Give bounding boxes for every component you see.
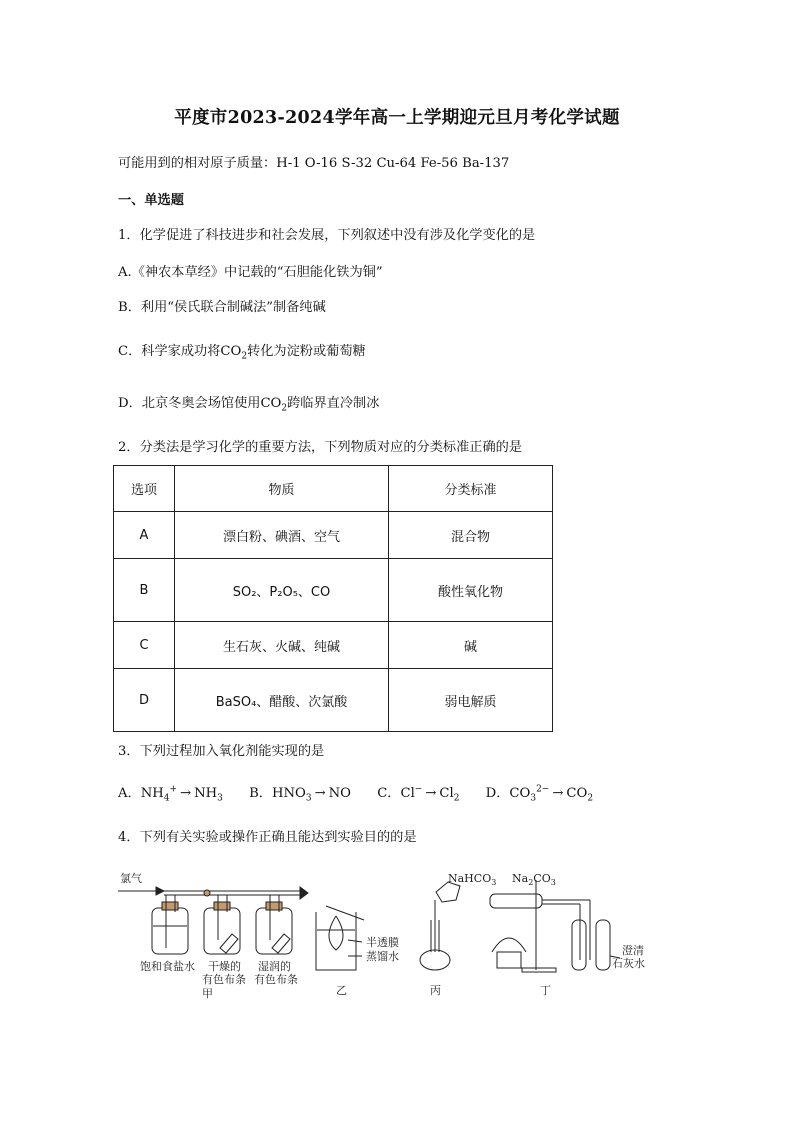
table-cell-standard: 酸性氧化物: [389, 559, 553, 622]
q3-d-left: CO: [509, 786, 531, 801]
outer-tube: [490, 894, 542, 908]
table-cell-substance: 生石灰、火碱、纯碱: [175, 622, 389, 669]
bottle: [256, 908, 292, 954]
q3-b-left-sub: 3: [305, 793, 312, 804]
q1-option-a: A.《神农本草经》中记载的“石胆能化铁为铜”: [118, 265, 383, 280]
q1-option-b: B．利用“侯氏联合制碱法”制备纯碱: [118, 300, 326, 315]
table-cell-substance: BaSO₄、醋酸、次氯酸: [175, 669, 389, 732]
experiment-figures: [112, 860, 652, 1010]
atomic-mass-line: 可能用到的相对原子质量：H-1 O-16 S-32 Cu-64 Fe-56 Ba-137: [118, 156, 510, 171]
q3-option-d: [485, 784, 594, 804]
q1-stem: 1．化学促进了科技进步和社会发展，下列叙述中没有涉及化学变化的是: [118, 228, 536, 243]
stopper: [266, 902, 282, 910]
table-row: [114, 559, 553, 622]
q3-d-right-sub: 2: [587, 793, 594, 804]
q3-c-label: C．: [377, 786, 401, 801]
table-cell-option: D: [114, 669, 175, 732]
q3-b-left: HNO: [271, 786, 306, 801]
stopper: [214, 902, 230, 910]
q3-b-right: NO: [328, 786, 351, 801]
fig-label-clear-2: 石灰水: [612, 957, 645, 970]
table-header-cell: 分类标准: [389, 466, 553, 512]
membrane-bag: [329, 916, 343, 950]
arrow-icon: →: [425, 786, 437, 801]
table-cell-standard: 弱电解质: [389, 669, 553, 732]
fig-label-dry-1: 干燥的: [208, 960, 241, 973]
q3-b-label: B．: [249, 786, 272, 801]
classification-table: [113, 465, 553, 732]
q1-c-sub: 2: [241, 351, 248, 362]
fig-label-na2co3: $Na_2CO_3$: [512, 872, 556, 887]
q3-option-c: [377, 784, 460, 804]
table-row: [114, 622, 553, 669]
fig-label-membrane: 半透膜: [366, 936, 399, 949]
section-heading: 一、单选题: [118, 193, 184, 208]
lamp-base: [497, 952, 521, 968]
q1-c-post: 转化为淀粉或葡萄糖: [247, 344, 366, 359]
joint: [204, 890, 210, 896]
q3-c-left: Cl: [400, 786, 415, 801]
fig-caption-jia: 甲: [202, 987, 213, 1000]
fig-label-wet-1: 湿润的: [258, 960, 291, 973]
table-cell-standard: 碱: [389, 622, 553, 669]
q3-c-right-sub: 2: [453, 793, 460, 804]
q3-option-a: [118, 784, 223, 804]
table-header-row: [114, 466, 553, 512]
glass-rod: [326, 906, 364, 920]
table-row: [114, 512, 553, 559]
fig-caption-ding: 丁: [540, 984, 551, 997]
fig-caption-yi: 乙: [336, 984, 347, 997]
arrow-icon: →: [552, 786, 564, 801]
table-header-cell: 物质: [175, 466, 389, 512]
bottle: [204, 908, 240, 954]
q2-stem: 2．分类法是学习化学的重要方法，下列物质对应的分类标准正确的是: [118, 440, 523, 455]
fig-label-chlorine: 氯气: [120, 872, 142, 885]
fig-label-dry-2: 有色布条: [202, 973, 246, 986]
alcohol-lamp: [492, 938, 526, 952]
q3-d-left-sup: 2−: [536, 784, 550, 795]
table-cell-option: A: [114, 512, 175, 559]
q3-a-right: NH: [194, 786, 218, 801]
q3-c-right: Cl: [439, 786, 454, 801]
q3-stem: 3．下列过程加入氧化剂能实现的是: [118, 744, 325, 759]
arrow-head-icon: [300, 887, 308, 899]
q1-d-pre: D．北京冬奥会场馆使用CO: [118, 396, 282, 411]
table-cell-substance: 漂白粉、碘酒、空气: [175, 512, 389, 559]
arrow-icon: →: [314, 786, 326, 801]
q1-c-pre: C．科学家成功将CO: [118, 344, 242, 359]
table-cell-substance: SO₂、P₂O₅、CO: [175, 559, 389, 622]
q4-stem: 4．下列有关实验或操作正确且能达到实验目的的是: [118, 830, 417, 845]
q3-a-left: NH: [140, 786, 164, 801]
table-cell-standard: 混合物: [389, 512, 553, 559]
q3-option-b: [249, 786, 351, 804]
q3-a-left-sub: 4: [163, 793, 170, 804]
q3-c-left-sup: −: [414, 784, 423, 795]
stand-base: [522, 968, 556, 972]
q3-d-left-sub: 3: [530, 793, 537, 804]
q3-options: [118, 782, 594, 804]
fig-label-wet-2: 有色布条: [254, 973, 298, 986]
beaker: [316, 912, 356, 970]
arrow-icon: →: [180, 786, 192, 801]
q3-d-right: CO: [566, 786, 588, 801]
q1-option-c: [118, 340, 366, 362]
fig-label-sat-salt: 饱和食盐水: [140, 960, 195, 973]
flask-bulb: [420, 950, 450, 970]
pouring-beaker: [436, 882, 460, 902]
label-leader: [348, 940, 362, 942]
table-header-cell: 选项: [114, 466, 175, 512]
test-tube: [572, 920, 586, 970]
stopper: [162, 902, 178, 910]
q1-d-sub: 2: [281, 403, 288, 414]
page-title: 平度市2023-2024学年高一上学期迎元旦月考化学试题: [174, 108, 620, 128]
table-cell-option: B: [114, 559, 175, 622]
table-row: [114, 669, 553, 732]
wash-bottle: [152, 908, 188, 954]
fig-label-nahco3: NaHCO$_3$: [448, 872, 497, 887]
cloth-strip: [272, 934, 290, 953]
apparatus-diagram: [112, 860, 652, 1010]
test-tube: [596, 920, 610, 970]
q1-option-d: [118, 392, 380, 414]
fig-label-clear-1: 澄清: [622, 944, 644, 957]
fig-label-distilled: 蒸馏水: [366, 950, 399, 963]
q3-a-left-sup: +: [169, 784, 178, 795]
arrow-head-icon: [156, 887, 164, 895]
q3-d-label: D．: [485, 786, 510, 801]
q1-d-post: 跨临界直冷制冰: [287, 396, 380, 411]
q3-a-label: A．: [118, 786, 141, 801]
fig-caption-bing: 丙: [430, 984, 441, 997]
table-cell-option: C: [114, 622, 175, 669]
q3-a-right-sub: 3: [217, 793, 223, 804]
cloth-strip: [220, 934, 238, 953]
